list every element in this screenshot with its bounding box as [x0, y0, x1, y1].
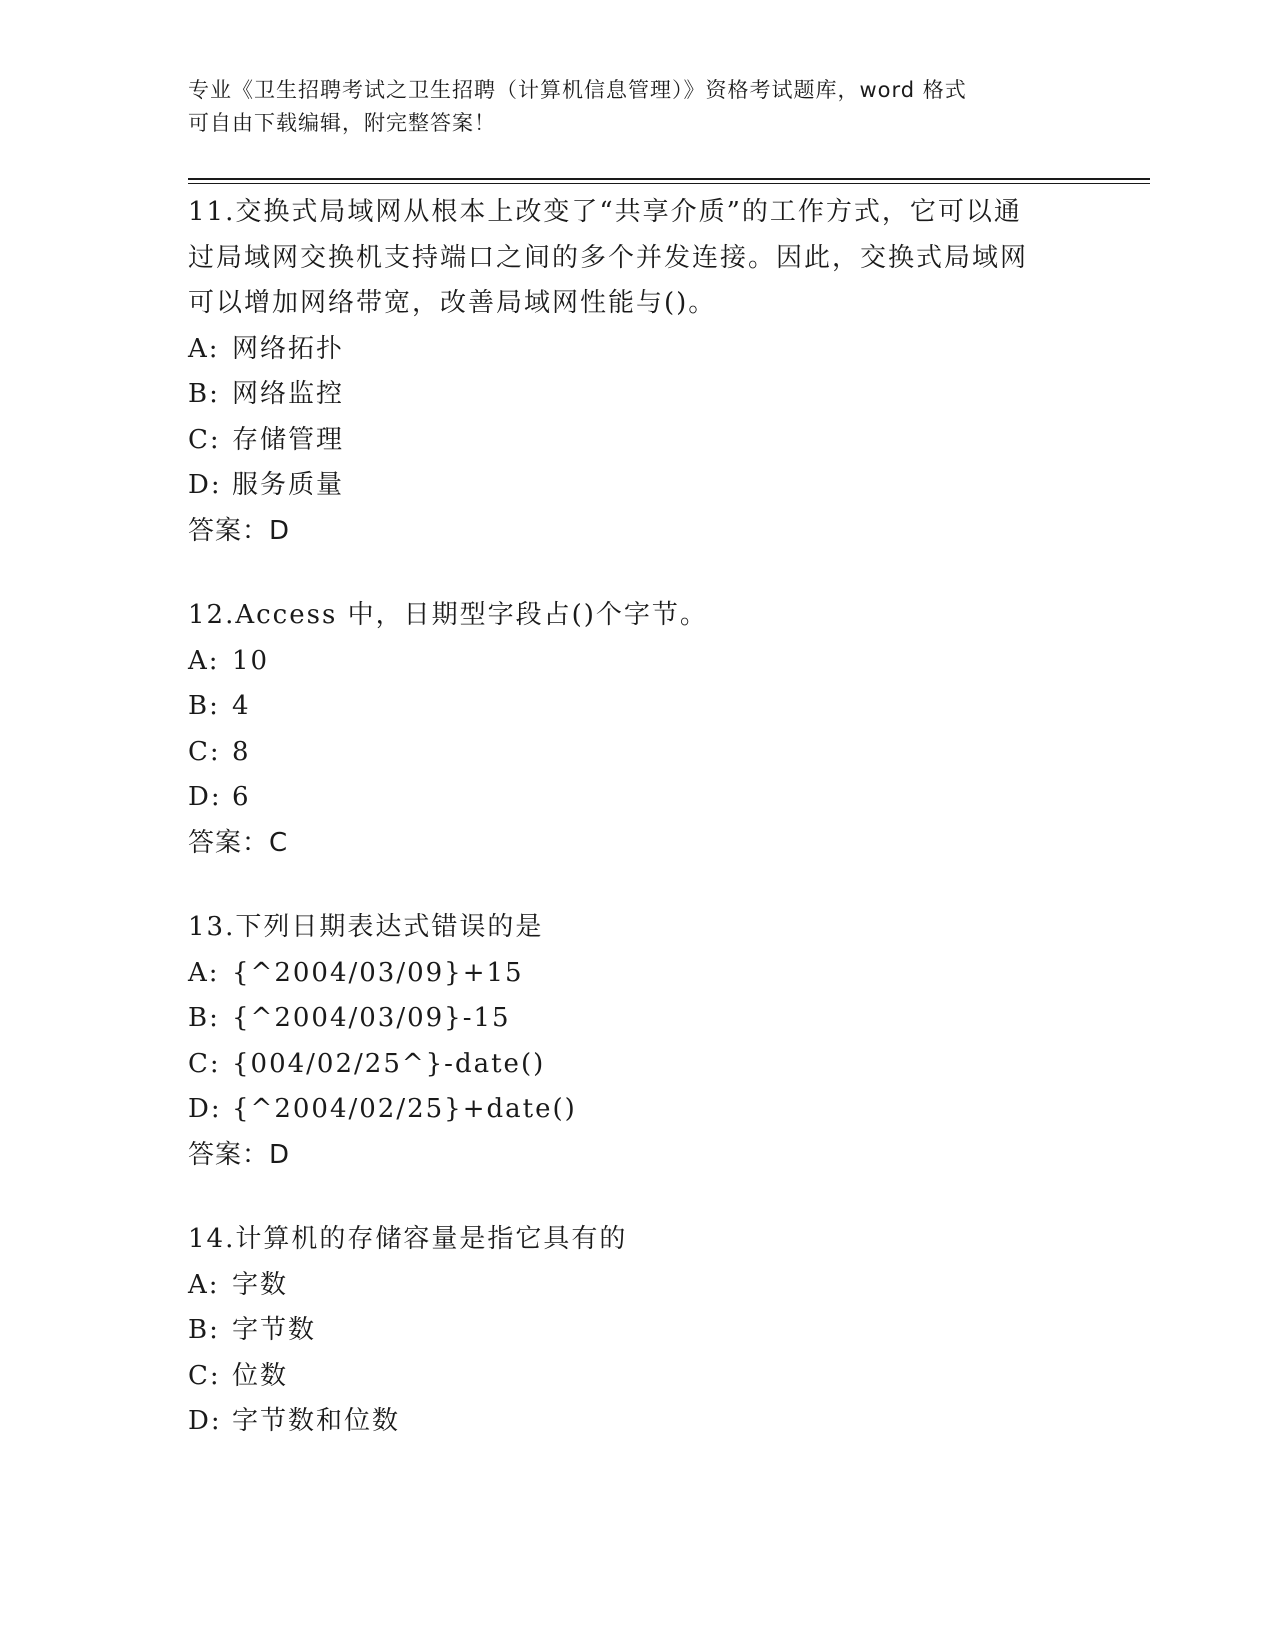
- option-d: [188, 1087, 1088, 1133]
- option-c: [188, 1042, 1088, 1088]
- option-text: 8: [232, 736, 251, 767]
- option-b: [188, 684, 1088, 730]
- option-c: [188, 730, 1088, 776]
- question-item: [188, 593, 1088, 866]
- option-c: [188, 418, 1088, 464]
- option-letter: C:: [188, 1048, 221, 1079]
- option-a: [188, 327, 1088, 373]
- question-stem: 过局域网交换机支持端口之间的多个并发连接。因此，交换式局域网: [188, 242, 1029, 273]
- answer-line: 答案：D: [188, 515, 291, 546]
- option-letter: C:: [188, 424, 221, 455]
- option-text: {^2004/03/09}-15: [232, 1003, 511, 1033]
- answer-line: 答案：D: [188, 1139, 291, 1170]
- question-item: [188, 905, 1088, 1178]
- option-letter: D:: [188, 782, 222, 812]
- option-text: 4: [232, 691, 251, 721]
- option-b: [188, 372, 1088, 418]
- option-text: 10: [232, 645, 270, 676]
- option-a: [188, 951, 1088, 997]
- option-letter: B:: [188, 379, 220, 409]
- option-text: 位数: [232, 1360, 289, 1391]
- option-letter: A:: [188, 333, 220, 364]
- question-stem: 14.计算机的存储容量是指它具有的: [188, 1224, 628, 1254]
- question-list: [188, 190, 1088, 1484]
- question-item: [188, 190, 1088, 554]
- option-a: [188, 1263, 1088, 1309]
- option-letter: D:: [188, 470, 222, 500]
- option-text: 服务质量: [232, 470, 345, 500]
- option-text: 网络监控: [232, 379, 345, 409]
- option-a: [188, 639, 1088, 685]
- option-letter: A:: [188, 1269, 220, 1300]
- option-text: 存储管理: [232, 424, 345, 455]
- option-letter: A:: [188, 645, 220, 676]
- document-header: [188, 74, 1088, 140]
- option-text: {^2004/02/25}+date(): [232, 1094, 577, 1124]
- option-c: [188, 1354, 1088, 1400]
- option-text: {^2004/03/09}+15: [232, 957, 524, 988]
- option-text: 网络拓扑: [232, 333, 345, 364]
- option-letter: A:: [188, 957, 220, 988]
- option-b: [188, 996, 1088, 1042]
- option-letter: B:: [188, 691, 220, 721]
- option-d: [188, 775, 1088, 821]
- header-divider: [188, 178, 1150, 180]
- option-letter: C:: [188, 736, 221, 767]
- option-d: [188, 1399, 1088, 1445]
- question-stem: 12.Access 中，日期型字段占()个字节。: [188, 600, 708, 630]
- header-divider-thin: [188, 183, 1150, 184]
- header-line: 专业《卫生招聘考试之卫生招聘（计算机信息管理）》资格考试题库，word 格式: [188, 78, 967, 102]
- option-letter: D:: [188, 1094, 222, 1124]
- answer-line: 答案：C: [188, 827, 289, 858]
- option-text: 字节数和位数: [232, 1406, 401, 1436]
- option-letter: B:: [188, 1315, 220, 1345]
- question-item: [188, 1217, 1088, 1445]
- option-letter: D:: [188, 1406, 222, 1436]
- option-letter: B:: [188, 1003, 220, 1033]
- option-text: 6: [232, 782, 251, 812]
- header-line: 可自由下载编辑，附完整答案！: [188, 111, 496, 135]
- question-stem: 可以增加网络带宽，改善局域网性能与()。: [188, 288, 717, 318]
- question-stem: 11.交换式局域网从根本上改变了“共享介质”的工作方式，它可以通: [188, 197, 1022, 227]
- option-d: [188, 463, 1088, 509]
- option-b: [188, 1308, 1088, 1354]
- option-text: 字数: [232, 1269, 289, 1300]
- option-text: 字节数: [232, 1315, 317, 1345]
- option-text: {004/02/25^}-date(): [232, 1048, 546, 1079]
- option-letter: C:: [188, 1360, 221, 1391]
- question-stem: 13.下列日期表达式错误的是: [188, 912, 544, 942]
